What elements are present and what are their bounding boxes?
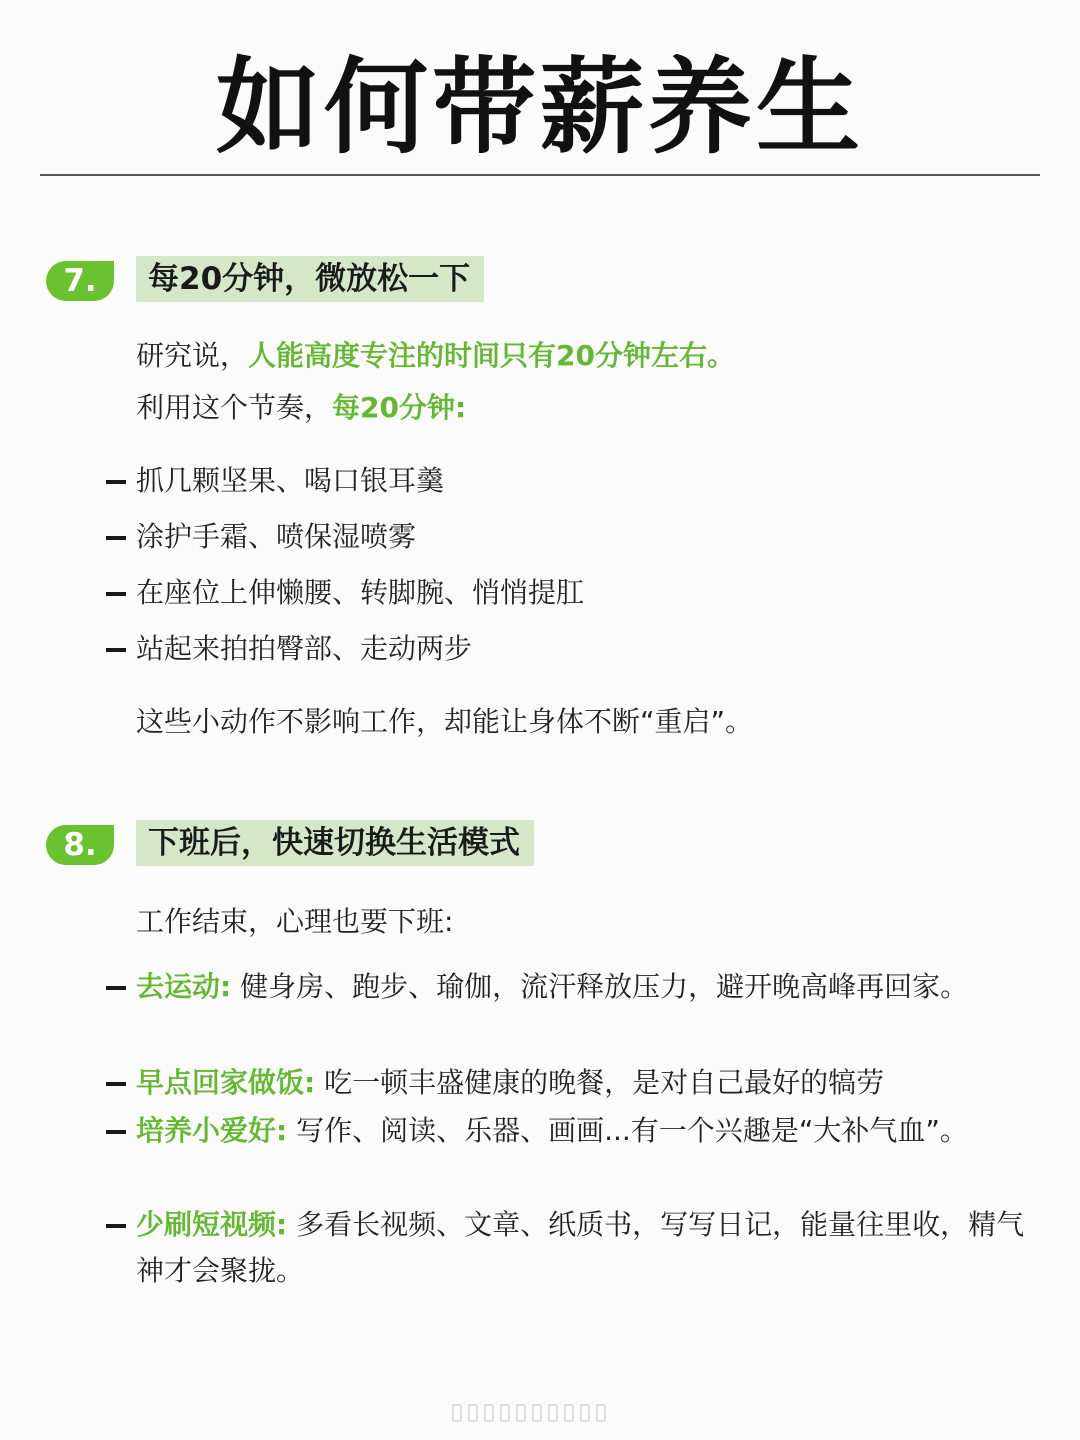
list-item-text — [136, 1108, 1026, 1154]
intro-highlight-text: 人能高度专注的时间只有20分钟左右。 — [248, 339, 735, 372]
list-item — [106, 964, 1026, 1010]
page-title: 如何带薪养生 — [215, 46, 864, 168]
list-item — [106, 570, 1026, 616]
list-item-text: 涂护手霜、喷保湿喷雾 — [136, 520, 417, 553]
section-7-outro: 这些小动作不影响工作，却能让身体不断“重启”。 — [136, 705, 754, 738]
intro-plain-text: 利用这个节奏， — [136, 391, 333, 424]
title-divider — [40, 174, 1040, 176]
list-item-label: 培养小爱好: — [136, 1114, 288, 1147]
list-item-body: 健身房、跑步、瑜伽，流汗释放压力，避开晚高峰再回家。 — [240, 970, 969, 1003]
list-item-text — [136, 1202, 1026, 1294]
list-item — [106, 1108, 1026, 1154]
dash-icon — [106, 648, 126, 652]
list-item — [106, 1060, 1026, 1106]
list-item-body: 多看长视频、文章、纸质书，写写日记，能量往里收，精气神才会聚拢。 — [136, 1208, 1025, 1287]
list-item-label: 少刷短视频: — [136, 1208, 288, 1241]
list-item-body: 吃一顿丰盛健康的晚餐，是对自己最好的犒劳 — [324, 1066, 885, 1099]
dash-icon — [106, 1224, 126, 1228]
dash-icon — [106, 986, 126, 990]
section-7-intro-line-2 — [136, 388, 466, 428]
section-8-number-badge: 8. — [46, 825, 114, 865]
section-7-number-badge: 7. — [46, 261, 114, 301]
list-item-text — [136, 964, 1026, 1010]
section-8-heading: 下班后，快速切换生活模式 — [136, 820, 534, 866]
dash-icon — [106, 1130, 126, 1134]
list-item-body: 写作、阅读、乐器、画画...有一个兴趣是“大补气血”。 — [296, 1114, 968, 1147]
dash-icon — [106, 480, 126, 484]
list-item — [106, 458, 1026, 504]
intro-highlight-text: 每20分钟: — [332, 391, 467, 424]
dash-icon — [106, 536, 126, 540]
section-7-heading: 每20分钟，微放松一下 — [136, 256, 484, 302]
section-8-intro: 工作结束，心理也要下班: — [136, 905, 454, 938]
dash-icon — [106, 592, 126, 596]
list-item-label: 去运动: — [136, 970, 232, 1003]
list-item-text — [136, 1060, 1026, 1106]
list-item — [106, 626, 1026, 672]
section-7-intro-line-1 — [136, 336, 735, 376]
dash-icon — [106, 1082, 126, 1086]
list-item-label: 早点回家做饭: — [136, 1066, 316, 1099]
list-item — [106, 514, 1026, 560]
list-item-text: 抓几颗坚果、喝口银耳羹 — [136, 464, 445, 497]
list-item-text: 在座位上伸懒腰、转脚腕、悄悄提肛 — [136, 576, 585, 609]
list-item — [106, 1202, 1026, 1294]
list-item-text: 站起来拍拍臀部、走动两步 — [136, 632, 473, 665]
watermark-icon — [452, 1402, 630, 1424]
intro-plain-text: 研究说， — [136, 339, 249, 372]
